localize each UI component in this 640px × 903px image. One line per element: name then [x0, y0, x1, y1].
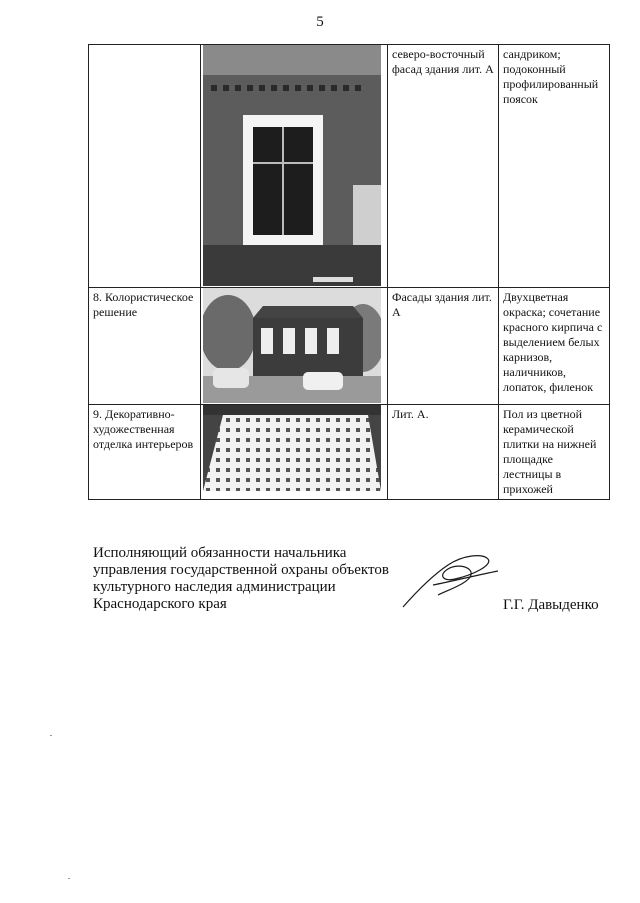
- signatory-name: Г.Г. Давыденко: [503, 597, 599, 613]
- cell-description: Двухцветная окраска; сочетание красного кирпича с выделением белых карнизов, наличников, лопаток, филенок: [499, 288, 610, 405]
- cell-subject: 8. Колористическое решение: [89, 288, 201, 405]
- signature-block: [93, 545, 613, 625]
- cell-description: сандриком; подоконный профилированный поясок: [499, 45, 610, 288]
- cell-photo: [201, 405, 388, 500]
- page-number: 5: [316, 14, 324, 30]
- signatory-title-line: управления государственной охраны объектов: [93, 562, 389, 578]
- cell-location: Фасады здания лит. А: [388, 288, 499, 405]
- cell-location: Лит. А.: [388, 405, 499, 500]
- building-color-photo: [203, 288, 381, 403]
- cell-subject: 9. Декоративно-художественная отделка интерьеров: [89, 405, 201, 500]
- signatory-title-line: культурного наследия администрации: [93, 579, 336, 595]
- cell-photo: [201, 45, 388, 288]
- table-row: [89, 45, 610, 288]
- cell-description: Пол из цветной керамической плитки на нижней площадке лестницы в прихожей: [499, 405, 610, 500]
- signatory-title-line: Краснодарского края: [93, 596, 227, 612]
- table-row: [89, 405, 610, 500]
- objects-table: [88, 44, 610, 500]
- table-row: [89, 288, 610, 405]
- tile-floor-photo: [203, 405, 381, 491]
- handwritten-signature: [393, 545, 503, 615]
- signatory-title: [93, 545, 413, 613]
- facade-window-photo: [203, 45, 381, 286]
- cell-photo: [201, 288, 388, 405]
- signatory-title-line: Исполняющий обязанности начальника: [93, 545, 347, 561]
- cell-subject: [89, 45, 201, 288]
- cell-location: северо-восточный фасад здания лит. А: [388, 45, 499, 288]
